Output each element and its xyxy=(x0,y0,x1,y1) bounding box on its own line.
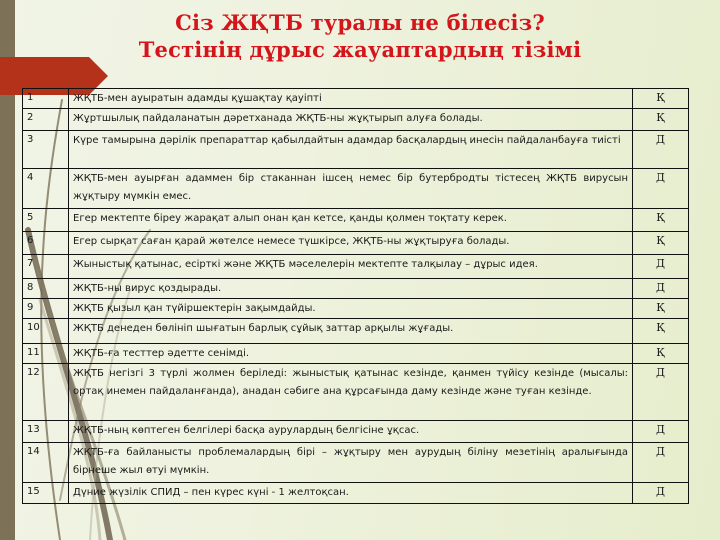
question-label: ЖҚТБ-мен ауырған адаммен бір стаканнан ішсең немес бір бутербродты тістесең ЖҚТБ вирусын жұқтыру мүмкін емес. xyxy=(73,173,628,202)
question-text xyxy=(69,209,633,232)
table-row xyxy=(23,443,689,483)
question-text xyxy=(69,109,633,131)
row-number: 11 xyxy=(23,344,69,364)
row-number: 13 xyxy=(23,421,69,443)
table-row xyxy=(23,279,689,299)
question-label: Егер мектепте біреу жарақат алып онан қан кетсе, қанды қолмен тоқтату керек. xyxy=(73,213,507,224)
table-row xyxy=(23,209,689,232)
question-text xyxy=(69,421,633,443)
answer-cell: Д xyxy=(633,443,689,483)
question-label: ЖҚТБ негізгі 3 түрлі жолмен беріледі: жыныстық қатынас кезінде, қанмен түйісу кезінде (мысалы: ортақ инемен пайдаланғанда), анадан сәбиге ана құрсағында даму кезінде және туған кезінде. xyxy=(73,368,628,397)
row-number: 6 xyxy=(23,232,69,255)
row-number: 15 xyxy=(23,483,69,504)
question-label: ЖҚТБ-ның көптеген белгілері басқа аурулардың белгісіне ұқсас. xyxy=(73,425,420,436)
table-row xyxy=(23,364,689,421)
answer-cell: Д xyxy=(633,483,689,504)
question-label: Күре тамырына дәрілік препараттар қабылдайтын адамдар басқалардың инесін пайдаланбауға тиісті xyxy=(73,135,621,146)
table-row xyxy=(23,169,689,209)
question-label: ЖҚТБ-мен ауыратын адамды құшақтау қауіпті xyxy=(73,93,322,104)
answer-cell: Д xyxy=(633,279,689,299)
question-text xyxy=(69,279,633,299)
answer-cell: Қ xyxy=(633,319,689,344)
answer-cell: Қ xyxy=(633,109,689,131)
row-number: 14 xyxy=(23,443,69,483)
table-row xyxy=(23,89,689,109)
question-label: ЖҚТБ денеден бөлініп шығатын барлық сұйық заттар арқылы жұғады. xyxy=(73,323,454,334)
question-text xyxy=(69,131,633,169)
page-subtitle: Тестінің дұрыс жауаптардың тізімі xyxy=(138,37,582,62)
answer-cell: Қ xyxy=(633,299,689,319)
question-text xyxy=(69,443,633,483)
row-number: 12 xyxy=(23,364,69,421)
question-text xyxy=(69,169,633,209)
question-text xyxy=(69,344,633,364)
answer-cell: Д xyxy=(633,421,689,443)
question-label: Жұртшылық пайдаланатын дәретханада ЖҚТБ-ны жұқтырып алуға болады. xyxy=(73,113,483,124)
answer-cell: Д xyxy=(633,364,689,421)
table-row xyxy=(23,255,689,279)
answer-cell: Қ xyxy=(633,89,689,109)
answer-cell: Қ xyxy=(633,209,689,232)
row-number: 2 xyxy=(23,109,69,131)
question-label: Дүние жүзілік СПИД – пен күрес күні - 1 желтоқсан. xyxy=(73,487,349,498)
answer-cell: Қ xyxy=(633,232,689,255)
table-row xyxy=(23,299,689,319)
question-label: ЖҚТБ-ны вирус қоздырады. xyxy=(73,283,222,294)
question-text xyxy=(69,483,633,504)
table-row xyxy=(23,131,689,169)
question-text xyxy=(69,299,633,319)
question-label: Жыныстық қатынас, есірткі және ЖҚТБ мәселелерін мектепте талқылау – дұрыс идея. xyxy=(73,259,538,270)
row-number: 4 xyxy=(23,169,69,209)
question-text xyxy=(69,232,633,255)
answer-cell: Д xyxy=(633,169,689,209)
question-text xyxy=(69,255,633,279)
table-row xyxy=(23,109,689,131)
answer-cell: Д xyxy=(633,255,689,279)
page-title: Сіз ЖҚТБ туралы не білесіз? xyxy=(175,10,545,35)
question-label: Егер сырқат саған қарай жөтелсе немесе түшкірсе, ЖҚТБ-ны жұқтыруға болады. xyxy=(73,236,510,247)
row-number: 9 xyxy=(23,299,69,319)
table-row xyxy=(23,232,689,255)
answers-table xyxy=(22,88,689,504)
question-label: ЖҚТБ-ға байланысты проблемалардың бірі – жұқтыру мен аурудың біліну мезетінің аралығында бірнеше жыл өтуі мүмкін. xyxy=(73,447,628,476)
table-row xyxy=(23,344,689,364)
answer-cell: Д xyxy=(633,131,689,169)
question-label: ЖҚТБ қызыл қан түйіршектерін зақымдайды. xyxy=(73,303,316,314)
question-text xyxy=(69,364,633,421)
row-number: 5 xyxy=(23,209,69,232)
question-text xyxy=(69,89,633,109)
question-text xyxy=(69,319,633,344)
answer-cell: Қ xyxy=(633,344,689,364)
row-number: 10 xyxy=(23,319,69,344)
row-number: 3 xyxy=(23,131,69,169)
table-row xyxy=(23,421,689,443)
row-number: 7 xyxy=(23,255,69,279)
row-number: 1 xyxy=(23,89,69,109)
table-row xyxy=(23,319,689,344)
table-row xyxy=(23,483,689,504)
row-number: 8 xyxy=(23,279,69,299)
question-label: ЖҚТБ-ға тесттер әдетте сенімді. xyxy=(73,348,250,359)
